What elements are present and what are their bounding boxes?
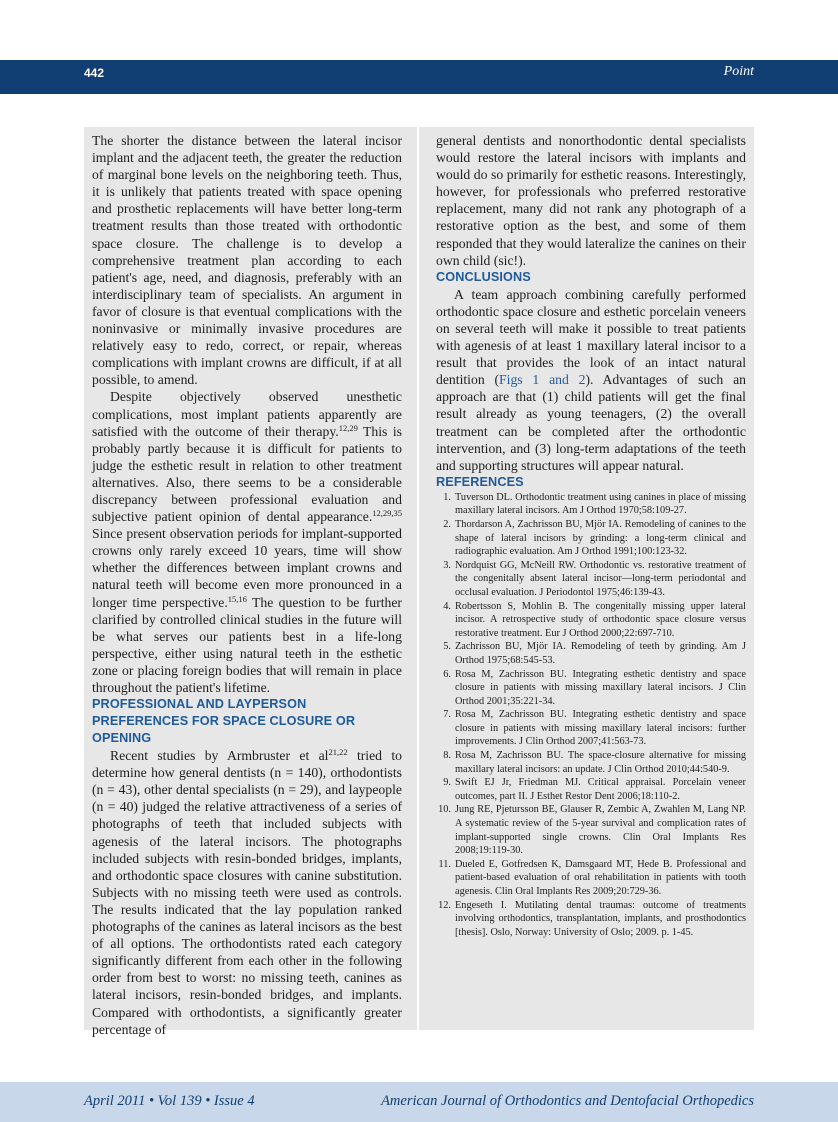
reference-list	[436, 491, 746, 940]
text-run: A team approach combining carefully performed orthodontic space closure and esthetic porcelain veneers on several teeth will make it possible to treat patients with agenesis of at least 1 maxillary lateral incisor to a result that provides the look of an intact natural dentition (	[436, 286, 746, 388]
reference-item	[436, 749, 746, 776]
reference-item	[436, 640, 746, 667]
reference-number: 11.	[438, 858, 451, 870]
reference-item	[436, 899, 746, 940]
reference-item	[436, 858, 746, 899]
section-heading-preferences: PROFESSIONAL AND LAYPERSON PREFERENCES FOR SPACE CLOSURE OR OPENING	[92, 697, 356, 746]
reference-number: 5.	[443, 641, 451, 653]
reference-text: Rosa M, Zachrisson BU. The space-closure alternative for missing maxillary lateral incisors: an update. J Clin Orthod 2010;44:540-9.	[455, 750, 746, 775]
column-divider	[417, 127, 419, 1030]
text-run: The question to be further clarified by controlled clinical studies in the future will be what serves our patients best in a life-long perspective, either using natural teeth in the esthetic zone or placing foreign bodies that will remain in place throughout the patient's lifetime.	[92, 594, 402, 695]
body-paragraph: general dentists and nonorthodontic dental specialists would restore the lateral incisors with implants and would do so primarily for esthetic reasons. Interestingly, however, for professionals who preferred restorative replacement, many did not rank any photograph of a restorative option as the best, and some of them responded that they would lateralize the canines on their own child (sic!).	[436, 133, 746, 268]
reference-text: Swift EJ Jr, Friedman MJ. Critical appraisal. Porcelain veneer outcomes, part II. J Esthet Restor Dent 2006;18:110-2.	[455, 777, 746, 802]
section-heading-references: REFERENCES	[436, 474, 524, 489]
citation-superscript[interactable]: 15,16	[227, 593, 247, 604]
reference-number: 4.	[443, 600, 451, 612]
reference-number: 7.	[443, 709, 451, 721]
citation-superscript[interactable]: 21,22	[328, 747, 348, 758]
text-run: This is probably partly because it is difficult for patients to judge the esthetic result in relation to other treatment alternatives. Also, there seems to be a considerable discrepancy between professional evaluation and subjective patient opinion of dental appearance.	[92, 423, 402, 525]
citation-superscript[interactable]: 12,29,35	[372, 508, 402, 519]
text-run: tried to determine how general dentists (n = 140), orthodontists (n = 43), other dental specialists (n = 29), and laypeople (n = 40) judged the relative attractiveness of a series of photographs of teeth that included subjects with agenesis of the lateral incisors. The photographs included subjects with resin-bonded bridges, implants, and orthodontic space closures with canine substitution. Subjects with no missing teeth were used as controls. The results indicated that the lay population ranked photographs of the canines as lateral incisors as the best of all options. The orthodontists rated each category significantly different from each other in the following order from best to worst: no missing teeth, canines as lateral incisors, resin-bonded bridges, and implants. Compared with orthodontists, a significantly greater percentage of	[92, 748, 403, 1037]
body-paragraph	[92, 388, 402, 696]
text-run: ). Advantages of such an approach are that (1) child patients will get the final result already as young teenagers, (2) the overall treatment can be completed after the orthodontic intervention, and (3) long-term adaptations of the teeth and supporting structures will appear natural.	[436, 372, 746, 473]
reference-item	[436, 559, 746, 600]
header-band	[0, 60, 838, 94]
reference-item	[436, 708, 746, 749]
reference-item	[436, 600, 746, 641]
section-heading-conclusions: CONCLUSIONS	[436, 269, 531, 284]
reference-item	[436, 803, 746, 857]
reference-text: Zachrisson BU, Mjör IA. Remodeling of teeth by grinding. Am J Orthod 1975;68:545-53.	[455, 641, 746, 666]
reference-text: Jung RE, Pjetursson BE, Glauser R, Zembic A, Zwahlen M, Lang NP. A systematic review of the 5-year survival and complication rates of implant-supported single crowns. Clin Oral Implants Res 2008;19:119-30.	[455, 804, 746, 857]
reference-number: 3.	[443, 559, 451, 571]
reference-number: 1.	[443, 491, 451, 503]
section-name: Point	[723, 64, 754, 79]
text-run: Despite objectively observed unesthetic complications, most implant patients apparently are satisfied with the outcome of their therapy.	[92, 389, 402, 439]
reference-text: Dueled E, Gotfredsen K, Damsgaard MT, Hede B. Professional and patient-based evaluation of oral rehabilitation in patients with tooth agenesis. Clin Oral Implants Res 2009;20:729-36.	[455, 858, 746, 897]
reference-number: 6.	[443, 668, 451, 680]
reference-text: Nordquist GG, McNeill RW. Orthodontic vs. restorative treatment of the congenitally absent lateral incisor—long-term periodontal and occlusal evaluation. J Periodontol 1975;46:139-43.	[455, 559, 746, 598]
reference-item	[436, 491, 746, 518]
right-column	[436, 132, 746, 939]
conclusions-paragraph	[436, 286, 746, 474]
reference-text: Engeseth I. Mutilating dental traumas: outcome of treatments involving orthodontics, transplantation, implants, and prosthodontics [thesis]. Oslo, Norway: University of Oslo; 2009. p. 1-45.	[455, 899, 746, 938]
figure-link[interactable]: Figs 1 and 2	[499, 372, 586, 388]
reference-item	[436, 776, 746, 803]
reference-number: 12.	[438, 899, 451, 911]
left-column	[92, 132, 402, 1038]
text-run: Recent studies by Armbruster et al	[110, 748, 329, 764]
reference-number: 9.	[443, 777, 451, 789]
citation-superscript[interactable]: 12,29	[338, 422, 358, 433]
reference-item	[436, 668, 746, 709]
reference-number: 2.	[443, 518, 451, 530]
reference-text: Thordarson A, Zachrisson BU, Mjör IA. Remodeling of canines to the shape of lateral incisors by grinding: a long-term clinical and radiographic evaluation. Am J Orthod 1991;100:123-32.	[455, 518, 746, 558]
footer-issue-info: April 2011 • Vol 139 • Issue 4	[84, 1093, 255, 1109]
reference-text: Tuverson DL. Orthodontic treatment using canines in place of missing maxillary lateral incisors. Am J Orthod 1970;58:109-27.	[455, 491, 746, 517]
reference-number: 8.	[443, 750, 451, 762]
reference-text: Rosa M, Zachrisson BU. Integrating esthetic dentistry and space closure in patients with missing maxillary lateral incisors. J Clin Orthod 2001;35:221-34.	[455, 668, 746, 707]
reference-text: Robertsson S, Mohlin B. The congenitally missing upper lateral incisor. A retrospective study of orthodontic space closure versus restorative treatment. Eur J Orthod 2000;22:697-710.	[455, 600, 746, 639]
footer-journal-name: American Journal of Orthodontics and Dentofacial Orthopedics	[381, 1093, 754, 1109]
reference-item	[436, 518, 746, 559]
reference-number: 10.	[438, 804, 451, 816]
reference-text: Rosa M, Zachrisson BU. Integrating esthetic dentistry and space closure in patients with missing maxillary lateral incisors: further improvements. J Clin Orthod 2007;41:563-73.	[455, 709, 746, 748]
text-run: Since present observation periods for implant-supported crowns only rarely exceed 10 years, time will show whether the differences between implant crowns and natural teeth will become even more pronounced in a longer time perspective.	[92, 526, 402, 610]
body-paragraph: The shorter the distance between the lateral incisor implant and the adjacent teeth, the greater the reduction of marginal bone levels on the neighboring teeth. Thus, it is unlikely that patients treated with space opening and prosthetic replacements will have better long-term treatment results than those treated with orthodontic space closure. The challenge is to develop a comprehensive treatment plan according to each patient's age, need, and diagnosis, preferably with an interdisciplinary team of specialists. An argument in favor of closure is that eventual complications with the noninvasive or minimally invasive procedures are relatively easy to redo, correct, or repair, whereas complications with implant crowns are difficult, if at all possible, to amend.	[92, 133, 402, 388]
body-paragraph	[92, 747, 402, 1038]
page-number: 442	[84, 66, 105, 80]
